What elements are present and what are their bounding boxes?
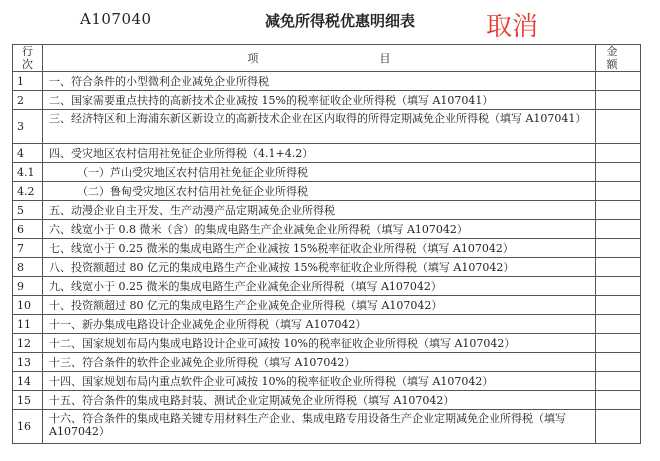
amount-input-cell[interactable] (596, 315, 641, 334)
amount-input-cell[interactable] (596, 410, 641, 444)
row-item: 十二、国家规划布局内集成电路设计企业可减按 10%的税率征收企业所得税（填写 A107042） (43, 334, 596, 353)
table-row (13, 372, 641, 391)
form-title: 减免所得税优惠明细表 (265, 12, 416, 30)
row-number: 2 (13, 91, 43, 110)
row-number: 12 (13, 334, 43, 353)
row-item: 十、投资额超过 80 亿元的集成电路生产企业减免企业所得税（填写 A107042） (43, 296, 596, 315)
table-row (13, 258, 641, 277)
table-row (13, 110, 641, 144)
row-item: 十一、新办集成电路设计企业减免企业所得税（填写 A107042） (43, 315, 596, 334)
amount-input-cell[interactable] (596, 239, 641, 258)
row-number: 14 (13, 372, 43, 391)
row-number: 13 (13, 353, 43, 372)
table-row (13, 182, 641, 201)
row-number: 10 (13, 296, 43, 315)
table-row (13, 144, 641, 163)
row-item: 八、投资额超过 80 亿元的集成电路生产企业减按 15%税率征收企业所得税（填写 A107042） (43, 258, 596, 277)
amount-input-cell[interactable] (596, 296, 641, 315)
row-item: 七、线宽小于 0.25 微米的集成电路生产企业减按 15%税率征收企业所得税（填写 A107042） (43, 239, 596, 258)
row-number: 11 (13, 315, 43, 334)
table-row (13, 315, 641, 334)
amount-input-cell[interactable] (596, 334, 641, 353)
form-header (0, 0, 660, 44)
table-row (13, 72, 641, 91)
amount-input-cell[interactable] (596, 372, 641, 391)
row-number: 4.2 (13, 182, 43, 201)
row-item: 四、受灾地区农村信用社免征企业所得税（4.1+4.2） (43, 144, 596, 163)
table-header-row (13, 45, 641, 72)
row-item: （一）芦山受灾地区农村信用社免征企业所得税 (43, 163, 596, 182)
row-number: 5 (13, 201, 43, 220)
table-row (13, 220, 641, 239)
row-number: 9 (13, 277, 43, 296)
row-number: 4 (13, 144, 43, 163)
table-row (13, 334, 641, 353)
amount-input-cell[interactable] (596, 144, 641, 163)
row-item: （二）鲁甸受灾地区农村信用社免征企业所得税 (43, 182, 596, 201)
row-item: 九、线宽小于 0.25 微米的集成电路生产企业减免企业所得税（填写 A107042） (43, 277, 596, 296)
amount-input-cell[interactable] (596, 91, 641, 110)
row-number: 4.1 (13, 163, 43, 182)
header-item: 项 目 (43, 45, 596, 72)
table-row (13, 353, 641, 372)
cancel-button[interactable]: 取消 (486, 12, 539, 42)
table-row (13, 410, 641, 444)
table-row (13, 391, 641, 410)
header-amount: 金额 (596, 45, 641, 72)
row-item: 十五、符合条件的集成电路封装、测试企业定期减免企业所得税（填写 A107042） (43, 391, 596, 410)
table-row (13, 239, 641, 258)
row-number: 15 (13, 391, 43, 410)
header-row-no: 行次 (13, 45, 43, 72)
table-body (13, 72, 641, 444)
table-row (13, 201, 641, 220)
row-number: 3 (13, 110, 43, 144)
row-item: 十四、国家规划布局内重点软件企业可减按 10%的税率征收企业所得税（填写 A107042） (43, 372, 596, 391)
amount-input-cell[interactable] (596, 353, 641, 372)
tax-reduction-table (12, 44, 640, 444)
amount-input-cell[interactable] (596, 201, 641, 220)
row-number: 8 (13, 258, 43, 277)
amount-input-cell[interactable] (596, 182, 641, 201)
table-row (13, 91, 641, 110)
table-row (13, 163, 641, 182)
row-number: 16 (13, 410, 43, 444)
form-code: A107040 (80, 10, 152, 28)
amount-input-cell[interactable] (596, 72, 641, 91)
amount-input-cell[interactable] (596, 220, 641, 239)
row-item: 十六、符合条件的集成电路关键专用材料生产企业、集成电路专用设备生产企业定期减免企业所得税（填写 A107042） (43, 410, 596, 444)
row-number: 6 (13, 220, 43, 239)
amount-input-cell[interactable] (596, 163, 641, 182)
row-item: 三、经济特区和上海浦东新区新设立的高新技术企业在区内取得的所得定期减免企业所得税（填写 A107041） (43, 110, 596, 144)
row-item: 六、线宽小于 0.8 微米（含）的集成电路生产企业减免企业所得税（填写 A107042） (43, 220, 596, 239)
amount-input-cell[interactable] (596, 110, 641, 144)
table-row (13, 277, 641, 296)
row-item: 一、符合条件的小型微利企业减免企业所得税 (43, 72, 596, 91)
row-item: 二、国家需要重点扶持的高新技术企业减按 15%的税率征收企业所得税（填写 A107041） (43, 91, 596, 110)
row-item: 十三、符合条件的软件企业减免企业所得税（填写 A107042） (43, 353, 596, 372)
amount-input-cell[interactable] (596, 277, 641, 296)
row-number: 1 (13, 72, 43, 91)
amount-input-cell[interactable] (596, 391, 641, 410)
row-number: 7 (13, 239, 43, 258)
table-row (13, 296, 641, 315)
row-item: 五、动漫企业自主开发、生产动漫产品定期减免企业所得税 (43, 201, 596, 220)
amount-input-cell[interactable] (596, 258, 641, 277)
